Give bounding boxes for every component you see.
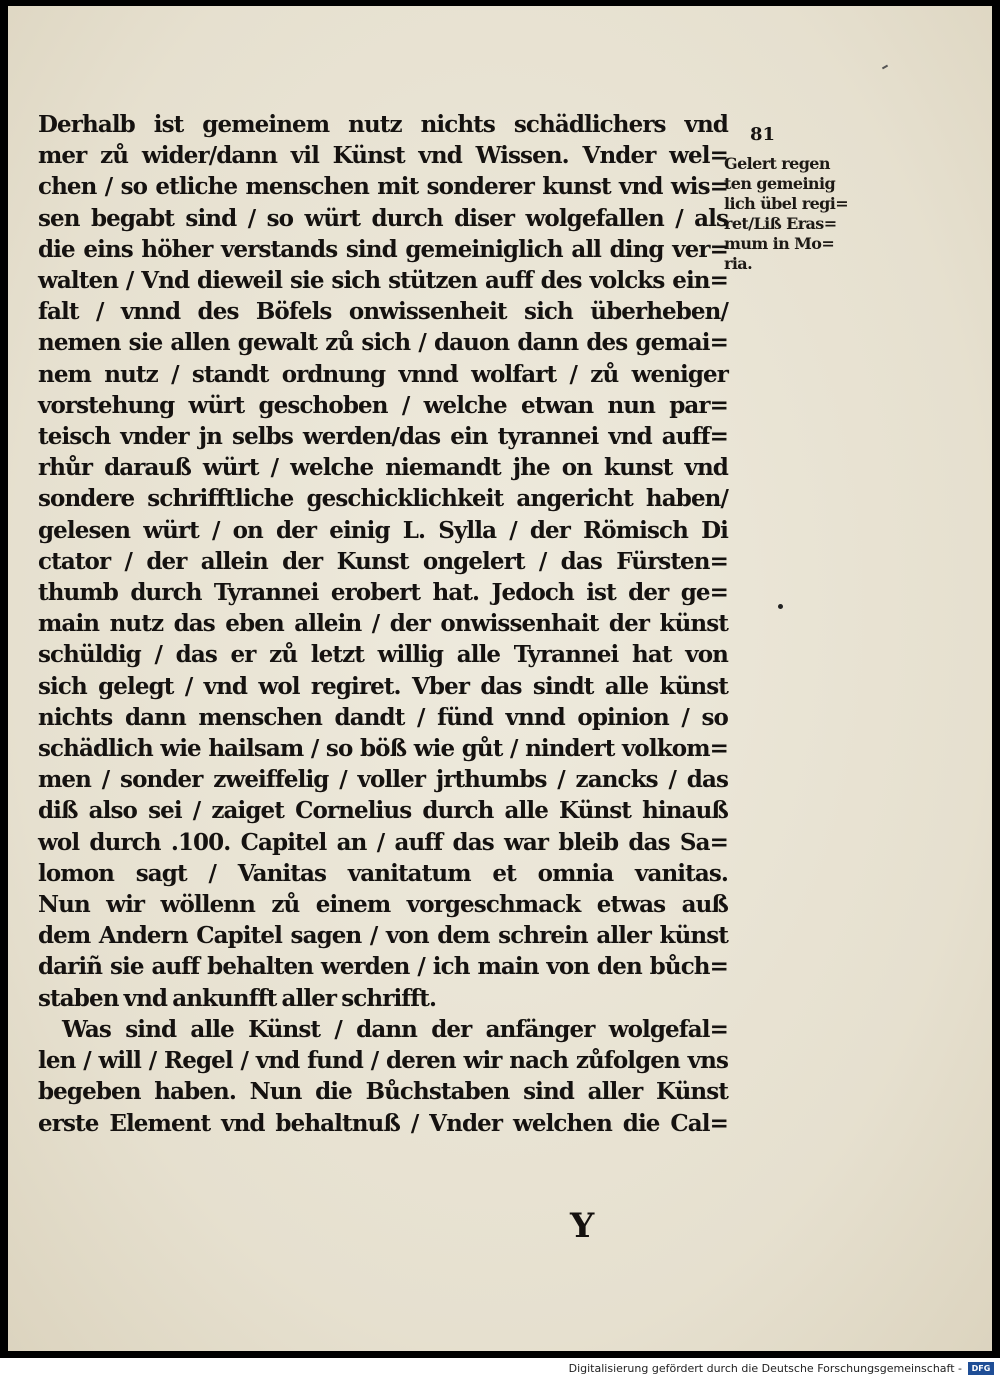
text-line: len / will / Regel / vnd fund / deren wir nach zůfolgen vns bbox=[38, 1047, 728, 1075]
signature-mark: Y bbox=[570, 1206, 595, 1246]
margin-note-line: lich übel regi= bbox=[724, 194, 849, 213]
text-line: mer zů wider/dann vil Künst vnd Wissen. Vnder wel= bbox=[38, 142, 728, 170]
text-line: walten / Vnd dieweil sie sich stützen auff des volcks ein= bbox=[38, 267, 728, 295]
margin-note-line: mum in Mo= bbox=[724, 234, 835, 253]
margin-note-line: Gelert regen bbox=[724, 154, 830, 173]
margin-note-line: ten gemeinig bbox=[724, 174, 836, 193]
text-line: dariñ sie auff behalten werden / ich main von den bůch= bbox=[38, 953, 728, 981]
text-line: nem nutz / standt ordnung vnnd wolfart / zů weniger bbox=[38, 360, 728, 388]
text-line: thumb durch Tyrannei erobert hat. Jedoch ist der ge= bbox=[38, 579, 728, 607]
text-line: lomon sagt / Vanitas vanitatum et omnia vanitas. bbox=[38, 859, 728, 887]
page-mark bbox=[882, 65, 888, 70]
text-line: wol durch .100. Capitel an / auff das war bleib das Sa= bbox=[38, 828, 728, 856]
text-line: schädlich wie hailsam / so böß wie gůt / nindert volkom= bbox=[38, 735, 728, 763]
text-line: nichts dann menschen dandt / fünd vnnd opinion / so bbox=[38, 703, 728, 731]
text-line: gelesen würt / on der einig L. Sylla / der Römisch Di bbox=[38, 516, 728, 544]
dfg-logo[interactable]: DFG bbox=[968, 1362, 994, 1375]
margin-note bbox=[724, 154, 864, 274]
text-line: main nutz das eben allein / der onwissenhait der künst bbox=[38, 610, 728, 638]
text-line: chen / so etliche menschen mit sonderer kunst vnd wis= bbox=[38, 173, 728, 201]
ink-dot bbox=[778, 604, 783, 609]
text-line: men / sonder zweiffelig / voller jrthumbs / zancks / das bbox=[38, 766, 728, 794]
text-line: erste Element vnd behaltnuß / Vnder welchen die Cal= bbox=[38, 1109, 728, 1137]
text-line: vorstehung würt geschoben / welche etwan nun par= bbox=[38, 391, 728, 419]
text-line: nemen sie allen gewalt zů sich / dauon dann des gemai= bbox=[38, 329, 728, 357]
body-text bbox=[38, 109, 728, 1139]
text-line: falt / vnnd des Böfels onwissenheit sich überheben/ bbox=[38, 298, 728, 326]
text-line: dem Andern Capitel sagen / von dem schrein aller künst bbox=[38, 922, 728, 950]
text-line: rhůr darauß würt / welche niemandt jhe on kunst vnd bbox=[38, 454, 728, 482]
text-line: sen begabt sind / so würt durch diser wolgefallen / als bbox=[38, 204, 728, 232]
text-line: Nun wir wöllenn zů einem vorgeschmack etwas auß bbox=[38, 891, 728, 919]
folio-number: 81 bbox=[750, 124, 776, 145]
text-line: ctator / der allein der Kunst ongelert / das Fürsten= bbox=[38, 547, 728, 575]
text-line: begeben haben. Nun die Bůchstaben sind aller Künst bbox=[38, 1078, 728, 1106]
text-line: Was sind alle Künst / dann der anfänger wolgefal= bbox=[62, 1015, 728, 1043]
text-line: teisch vnder jn selbs werden/das ein tyrannei vnd auff= bbox=[38, 423, 728, 451]
text-line: diß also sei / zaiget Cornelius durch alle Künst hinauß bbox=[38, 797, 728, 825]
book-page bbox=[8, 6, 992, 1351]
text-line: Derhalb ist gemeinem nutz nichts schädlichers vnd bbox=[38, 111, 728, 138]
text-line: staben vnd ankunfft aller schrifft. bbox=[38, 984, 437, 1012]
text-line: die eins höher verstands sind gemeiniglich all ding ver= bbox=[38, 235, 728, 263]
margin-note-line: ret/Liß Eras= bbox=[724, 214, 837, 233]
text-line: sondere schrifftliche geschicklichkeit angericht haben/ bbox=[38, 485, 728, 513]
text-line: sich gelegt / vnd wol regiret. Vber das sindt alle künst bbox=[38, 672, 728, 700]
footer-credit: Digitalisierung gefördert durch die Deutsche Forschungsgemeinschaft - bbox=[568, 1362, 962, 1375]
footer-bar bbox=[0, 1358, 1000, 1379]
text-line: schüldig / das er zů letzt willig alle Tyrannei hat von bbox=[38, 641, 728, 669]
margin-note-line: ria. bbox=[724, 254, 753, 273]
